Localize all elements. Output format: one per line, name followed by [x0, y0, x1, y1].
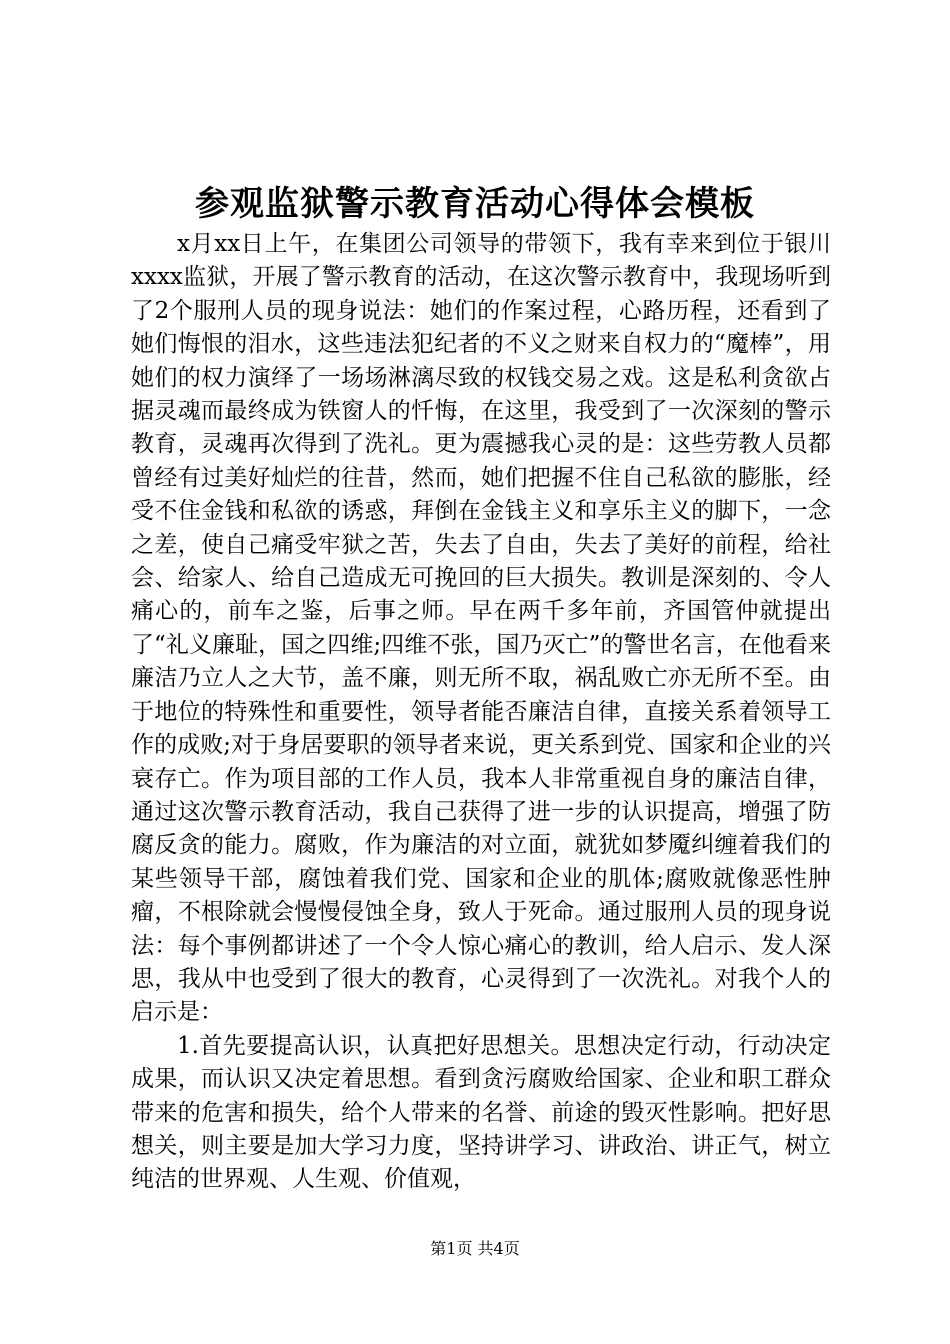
- document-body: [131, 228, 831, 1197]
- paragraph-2: 1.首先要提高认识，认真把好思想关。思想决定行动，行动决定成果，而认识又决定着思想。看到贪污腐败给国家、企业和职工群众带来的危害和损失，给个人带来的名誉、前途的毁灭性影响。把好思想关，则主要是加大学习力度，坚持讲学习、讲政治、讲正气，树立纯洁的世界观、人生观、价值观，: [131, 1032, 831, 1193]
- document-title: 参观监狱警示教育活动心得体会模板: [195, 184, 755, 224]
- page-number-footer: 第1页 共4页: [430, 1239, 520, 1258]
- paragraph-1: x月xx日上午，在集团公司领导的带领下，我有幸来到位于银川xxxx监狱，开展了警示教育的活动，在这次警示教育中，我现场听到了2个服刑人员的现身说法：她们的作案过程，心路历程，还看到了她们悔恨的泪水，这些违法犯纪者的不义之财来自权力的“魔棒”，用她们的权力演绎了一场场淋漓尽致的权钱交易之戏。这是私利贪欲占据灵魂而最终成为铁窗人的忏悔，在这里，我受到了一次深刻的警示教育，灵魂再次得到了洗礼。更为震撼我心灵的是：这些劳教人员都曾经有过美好灿烂的往昔，然而，她们把握不住自己私欲的膨胀，经受不住金钱和私欲的诱惑，拜倒在金钱主义和享乐主义的脚下，一念之差，使自己痛受牢狱之苦，失去了自由，失去了美好的前程，给社会、给家人、给自己造成无可挽回的巨大损失。教训是深刻的、令人痛心的，前车之鉴，后事之师。早在两千多年前，齐国管仲就提出了“礼义廉耻，国之四维;四维不张，国乃灭亡”的警世名言，在他看来廉洁乃立人之大节，盖不廉，则无所不取，祸乱败亡亦无所不至。由于地位的特殊性和重要性，领导者能否廉洁自律，直接关系着领导工作的成败;对于身居要职的领导者来说，更关系到党、国家和企业的兴衰存亡。作为项目部的工作人员，我本人非常重视自身的廉洁自律，通过这次警示教育活动，我自己获得了进一步的认识提高，增强了防腐反贪的能力。腐败，作为廉洁的对立面，就犹如梦魇纠缠着我们的某些领导干部，腐蚀着我们党、国家和企业的肌体;腐败就像恶性肿瘤，不根除就会慢慢侵蚀全身，致人于死命。通过服刑人员的现身说法：每个事例都讲述了一个令人惊心痛心的教训，给人启示、发人深思，我从中也受到了很大的教育，心灵得到了一次洗礼。对我个人的启示是：: [131, 231, 831, 1026]
